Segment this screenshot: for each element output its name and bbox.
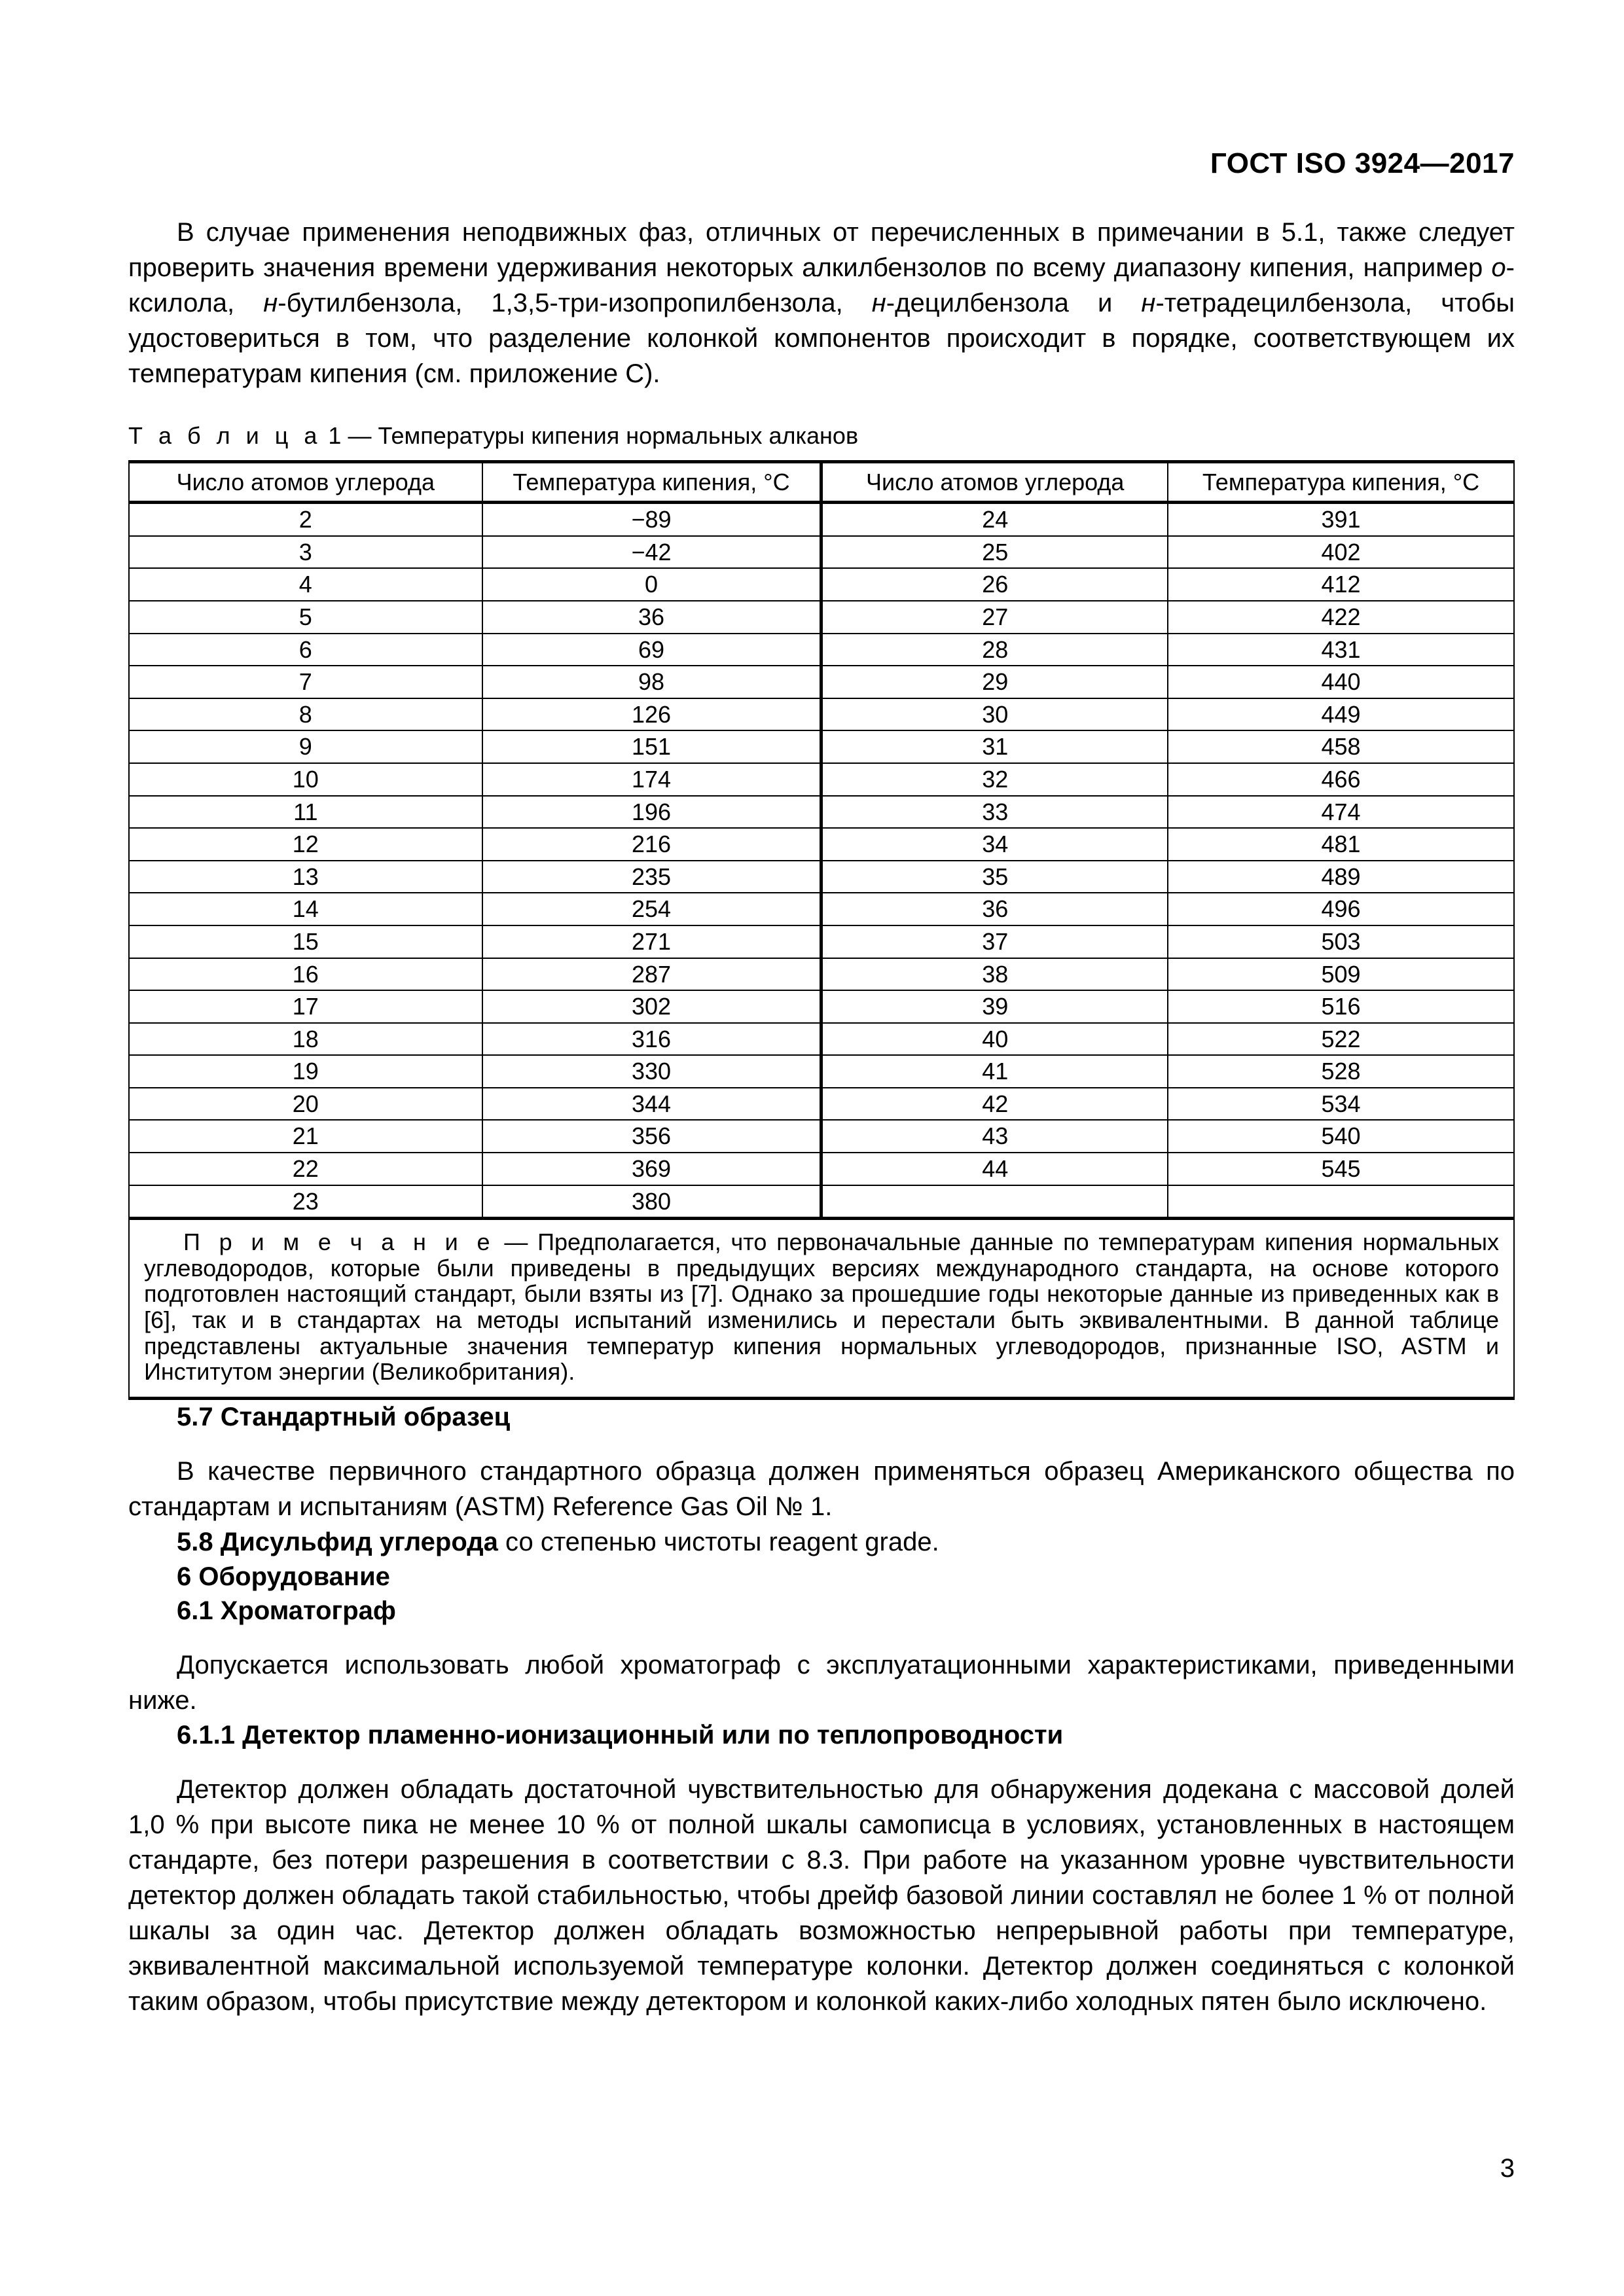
table-row: [129, 763, 1514, 796]
table-caption-number: 1: [328, 422, 342, 449]
document-header-standard-number: ГОСТ ISO 3924—2017: [1210, 147, 1515, 179]
cell-boiling-left: 235: [482, 861, 821, 893]
table-row: [129, 925, 1514, 958]
cell-carbon-right: 37: [821, 925, 1168, 958]
cell-boiling-right: 545: [1168, 1153, 1514, 1185]
cell-carbon-left: 9: [129, 730, 482, 763]
paragraph-5-8: [128, 1524, 1515, 1560]
cell-carbon-right: 44: [821, 1153, 1168, 1185]
cell-carbon-left: 16: [129, 958, 482, 991]
table-note-paragraph: [144, 1229, 1499, 1385]
cell-boiling-right: 534: [1168, 1088, 1514, 1121]
cell-boiling-right: 496: [1168, 893, 1514, 925]
cell-boiling-right: [1168, 1185, 1514, 1219]
table-caption-dash: —: [348, 422, 372, 449]
table-row: [129, 1023, 1514, 1056]
table-row: [129, 666, 1514, 698]
cell-carbon-left: 7: [129, 666, 482, 698]
cell-carbon-left: 13: [129, 861, 482, 893]
cell-carbon-right: [821, 1185, 1168, 1219]
cell-carbon-left: 11: [129, 796, 482, 829]
page-number: 3: [1500, 2154, 1515, 2183]
cell-carbon-right: 32: [821, 763, 1168, 796]
cell-carbon-right: 29: [821, 666, 1168, 698]
cell-carbon-right: 31: [821, 730, 1168, 763]
cell-boiling-right: 466: [1168, 763, 1514, 796]
cell-carbon-left: 12: [129, 828, 482, 861]
cell-boiling-left: 98: [482, 666, 821, 698]
intro-italic-o: о: [1491, 253, 1506, 282]
table-row: [129, 698, 1514, 731]
cell-boiling-right: 391: [1168, 503, 1514, 536]
cell-carbon-right: 24: [821, 503, 1168, 536]
intro-text-a: В случае применения неподвижных фаз, отличных от перечисленных в примечании в 5.1, также следует проверить значения времени удерживания некоторых алкилбензолов по всему диапазону кипения, например: [128, 218, 1515, 282]
cell-carbon-right: 42: [821, 1088, 1168, 1121]
cell-carbon-left: 15: [129, 925, 482, 958]
clause-5-8-number: 5.8: [177, 1527, 221, 1556]
cell-carbon-left: 17: [129, 990, 482, 1023]
cell-boiling-left: 302: [482, 990, 821, 1023]
table-row: [129, 634, 1514, 666]
cell-boiling-right: 422: [1168, 601, 1514, 634]
table-row: [129, 730, 1514, 763]
cell-carbon-left: 3: [129, 536, 482, 569]
cell-boiling-left: 316: [482, 1023, 821, 1056]
cell-carbon-right: 30: [821, 698, 1168, 731]
intro-text-b: -ксилола,: [128, 253, 1515, 317]
cell-boiling-left: 216: [482, 828, 821, 861]
cell-carbon-right: 41: [821, 1055, 1168, 1088]
table-caption: [128, 422, 1515, 450]
cell-boiling-left: 196: [482, 796, 821, 829]
heading-5-7: 5.7 Стандартный образец: [177, 1402, 511, 1431]
table-note-text: Предполагается, что первоначальные данные по температурам кипения нормальных углеводородов, которые были приведены в предыдущих версиях международного стандарта, на основе которого подготовлен настоящий стандарт, были взяты из [7]. Однако за прошедшие годы некоторые данные из приведенных как в [6], так и в стандартах на методы испытаний изменились и перестали быть эквивалентными. В данной таблице представлены актуальные значения температур кипения нормальных углеводородов, признанные ISO, ASTM и Институтом энергии (Великобритания).: [144, 1229, 1499, 1386]
cell-carbon-left: 14: [129, 893, 482, 925]
intro-italic-n1: н: [263, 289, 278, 317]
cell-carbon-left: 6: [129, 634, 482, 666]
intro-text-d: -децилбензола и: [886, 289, 1142, 317]
cell-carbon-left: 4: [129, 568, 482, 601]
cell-carbon-left: 21: [129, 1120, 482, 1153]
cell-boiling-left: 0: [482, 568, 821, 601]
cell-boiling-left: 174: [482, 763, 821, 796]
cell-carbon-left: 8: [129, 698, 482, 731]
cell-boiling-right: 431: [1168, 634, 1514, 666]
cell-boiling-left: −89: [482, 503, 821, 536]
table-row: [129, 1153, 1514, 1185]
cell-boiling-right: 474: [1168, 796, 1514, 829]
col-header-boiling-point-right: Температура кипения, °C: [1168, 462, 1514, 503]
heading-6-1-1: 6.1.1 Детектор пламенно-ионизационный или по теплопроводности: [177, 1720, 1064, 1749]
cell-carbon-left: 2: [129, 503, 482, 536]
cell-boiling-left: 126: [482, 698, 821, 731]
clause-5-8-rest: со степенью чистоты reagent grade.: [497, 1527, 939, 1556]
table-row: [129, 601, 1514, 634]
cell-carbon-right: 34: [821, 828, 1168, 861]
table-row: [129, 568, 1514, 601]
cell-carbon-right: 40: [821, 1023, 1168, 1056]
cell-boiling-right: 503: [1168, 925, 1514, 958]
cell-boiling-left: 287: [482, 958, 821, 991]
table-caption-title: Температуры кипения нормальных алканов: [378, 422, 859, 449]
cell-carbon-right: 39: [821, 990, 1168, 1023]
cell-boiling-right: 402: [1168, 536, 1514, 569]
paragraph-6-1-1: Детектор должен обладать достаточной чувствительностью для обнаружения додекана с массовой долей 1,0 % при высоте пика не менее 10 % от полной шкалы самописца в условиях, установленных в настоящем стандарте, без потери разрешения в соответствии с 8.3. При работе на указанном уровне чувствительности детектор должен обладать такой стабильностью, чтобы дрейф базовой линии составлял не более 1 % от полной шкалы за один час. Детектор должен обладать возможностью непрерывной работы при температуре, эквивалентной максимальной используемой температуре колонки. Детектор должен соединяться с колонкой таким образом, чтобы присутствие между детектором и колонкой каких-либо холодных пятен было исключено.: [128, 1774, 1515, 2016]
cell-carbon-left: 10: [129, 763, 482, 796]
cell-boiling-left: −42: [482, 536, 821, 569]
cell-boiling-right: 481: [1168, 828, 1514, 861]
cell-boiling-right: 412: [1168, 568, 1514, 601]
table-note-cell: [129, 1219, 1514, 1399]
cell-boiling-right: 489: [1168, 861, 1514, 893]
intro-text-e: -тетрадецилбензола, чтобы удостовериться в том, что разделение колонкой компонентов происходит в порядке, соответствующем их температурам кипения (см. приложение С).: [128, 289, 1515, 388]
table-note-label: П р и м е ч а н и е: [183, 1229, 495, 1256]
cell-carbon-right: 43: [821, 1120, 1168, 1153]
cell-boiling-left: 271: [482, 925, 821, 958]
cell-boiling-right: 522: [1168, 1023, 1514, 1056]
col-header-carbon-atoms-left: Число атомов углерода: [129, 462, 482, 503]
intro-text-c: -бутилбензола, 1,3,5-три-изопропилбензола,: [278, 289, 872, 317]
cell-carbon-right: 26: [821, 568, 1168, 601]
cell-carbon-right: 38: [821, 958, 1168, 991]
table-row: [129, 861, 1514, 893]
table-row: [129, 536, 1514, 569]
cell-carbon-left: 22: [129, 1153, 482, 1185]
cell-carbon-left: 19: [129, 1055, 482, 1088]
cell-carbon-right: 27: [821, 601, 1168, 634]
cell-boiling-left: 356: [482, 1120, 821, 1153]
cell-boiling-right: 528: [1168, 1055, 1514, 1088]
table-row: [129, 990, 1514, 1023]
cell-carbon-right: 25: [821, 536, 1168, 569]
intro-italic-n2: н: [871, 289, 886, 317]
table-row: [129, 1055, 1514, 1088]
table-row: [129, 503, 1514, 536]
clause-5-8-term: Дисульфид углерода: [220, 1527, 498, 1556]
table-note-row: [129, 1219, 1514, 1399]
cell-boiling-right: 509: [1168, 958, 1514, 991]
cell-carbon-right: 33: [821, 796, 1168, 829]
table-body: [129, 503, 1514, 1219]
paragraph-6-1: Допускается использовать любой хроматограф с эксплуатационными характеристиками, приведенными ниже.: [128, 1650, 1515, 1715]
table-row: [129, 1185, 1514, 1219]
table-caption-label: Т а б л и ц а: [128, 422, 322, 449]
table-row: [129, 828, 1514, 861]
heading-6-1: 6.1 Хроматограф: [177, 1596, 396, 1625]
table-row: [129, 1088, 1514, 1121]
cell-boiling-right: 458: [1168, 730, 1514, 763]
cell-boiling-right: 440: [1168, 666, 1514, 698]
paragraph-5-7: В качестве первичного стандартного образца должен применяться образец Американского общества по стандартам и испытаниям (ASTM) Reference Gas Oil № 1.: [128, 1456, 1515, 1521]
table-row: [129, 796, 1514, 829]
cell-carbon-right: 35: [821, 861, 1168, 893]
table-row: [129, 1120, 1514, 1153]
cell-boiling-left: 69: [482, 634, 821, 666]
cell-carbon-left: 23: [129, 1185, 482, 1219]
cell-boiling-left: 369: [482, 1153, 821, 1185]
cell-carbon-left: 20: [129, 1088, 482, 1121]
cell-boiling-left: 254: [482, 893, 821, 925]
table-note-dash: —: [504, 1229, 528, 1256]
intro-italic-n3: н: [1141, 289, 1156, 317]
cell-boiling-left: 330: [482, 1055, 821, 1088]
cell-carbon-left: 5: [129, 601, 482, 634]
cell-boiling-right: 516: [1168, 990, 1514, 1023]
cell-carbon-left: 18: [129, 1023, 482, 1056]
cell-boiling-right: 449: [1168, 698, 1514, 731]
cell-boiling-left: 151: [482, 730, 821, 763]
heading-6: 6 Оборудование: [177, 1562, 390, 1591]
table-row: [129, 893, 1514, 925]
cell-boiling-left: 36: [482, 601, 821, 634]
col-header-boiling-point-left: Температура кипения, °C: [482, 462, 821, 503]
cell-boiling-right: 540: [1168, 1120, 1514, 1153]
cell-carbon-right: 28: [821, 634, 1168, 666]
cell-boiling-left: 380: [482, 1185, 821, 1219]
boiling-points-table: [128, 460, 1515, 1400]
page-content: [128, 0, 1515, 2019]
intro-paragraph: [128, 215, 1515, 391]
cell-carbon-right: 36: [821, 893, 1168, 925]
table-row: [129, 958, 1514, 991]
table-header-row: [129, 462, 1514, 503]
col-header-carbon-atoms-right: Число атомов углерода: [821, 462, 1168, 503]
cell-boiling-left: 344: [482, 1088, 821, 1121]
